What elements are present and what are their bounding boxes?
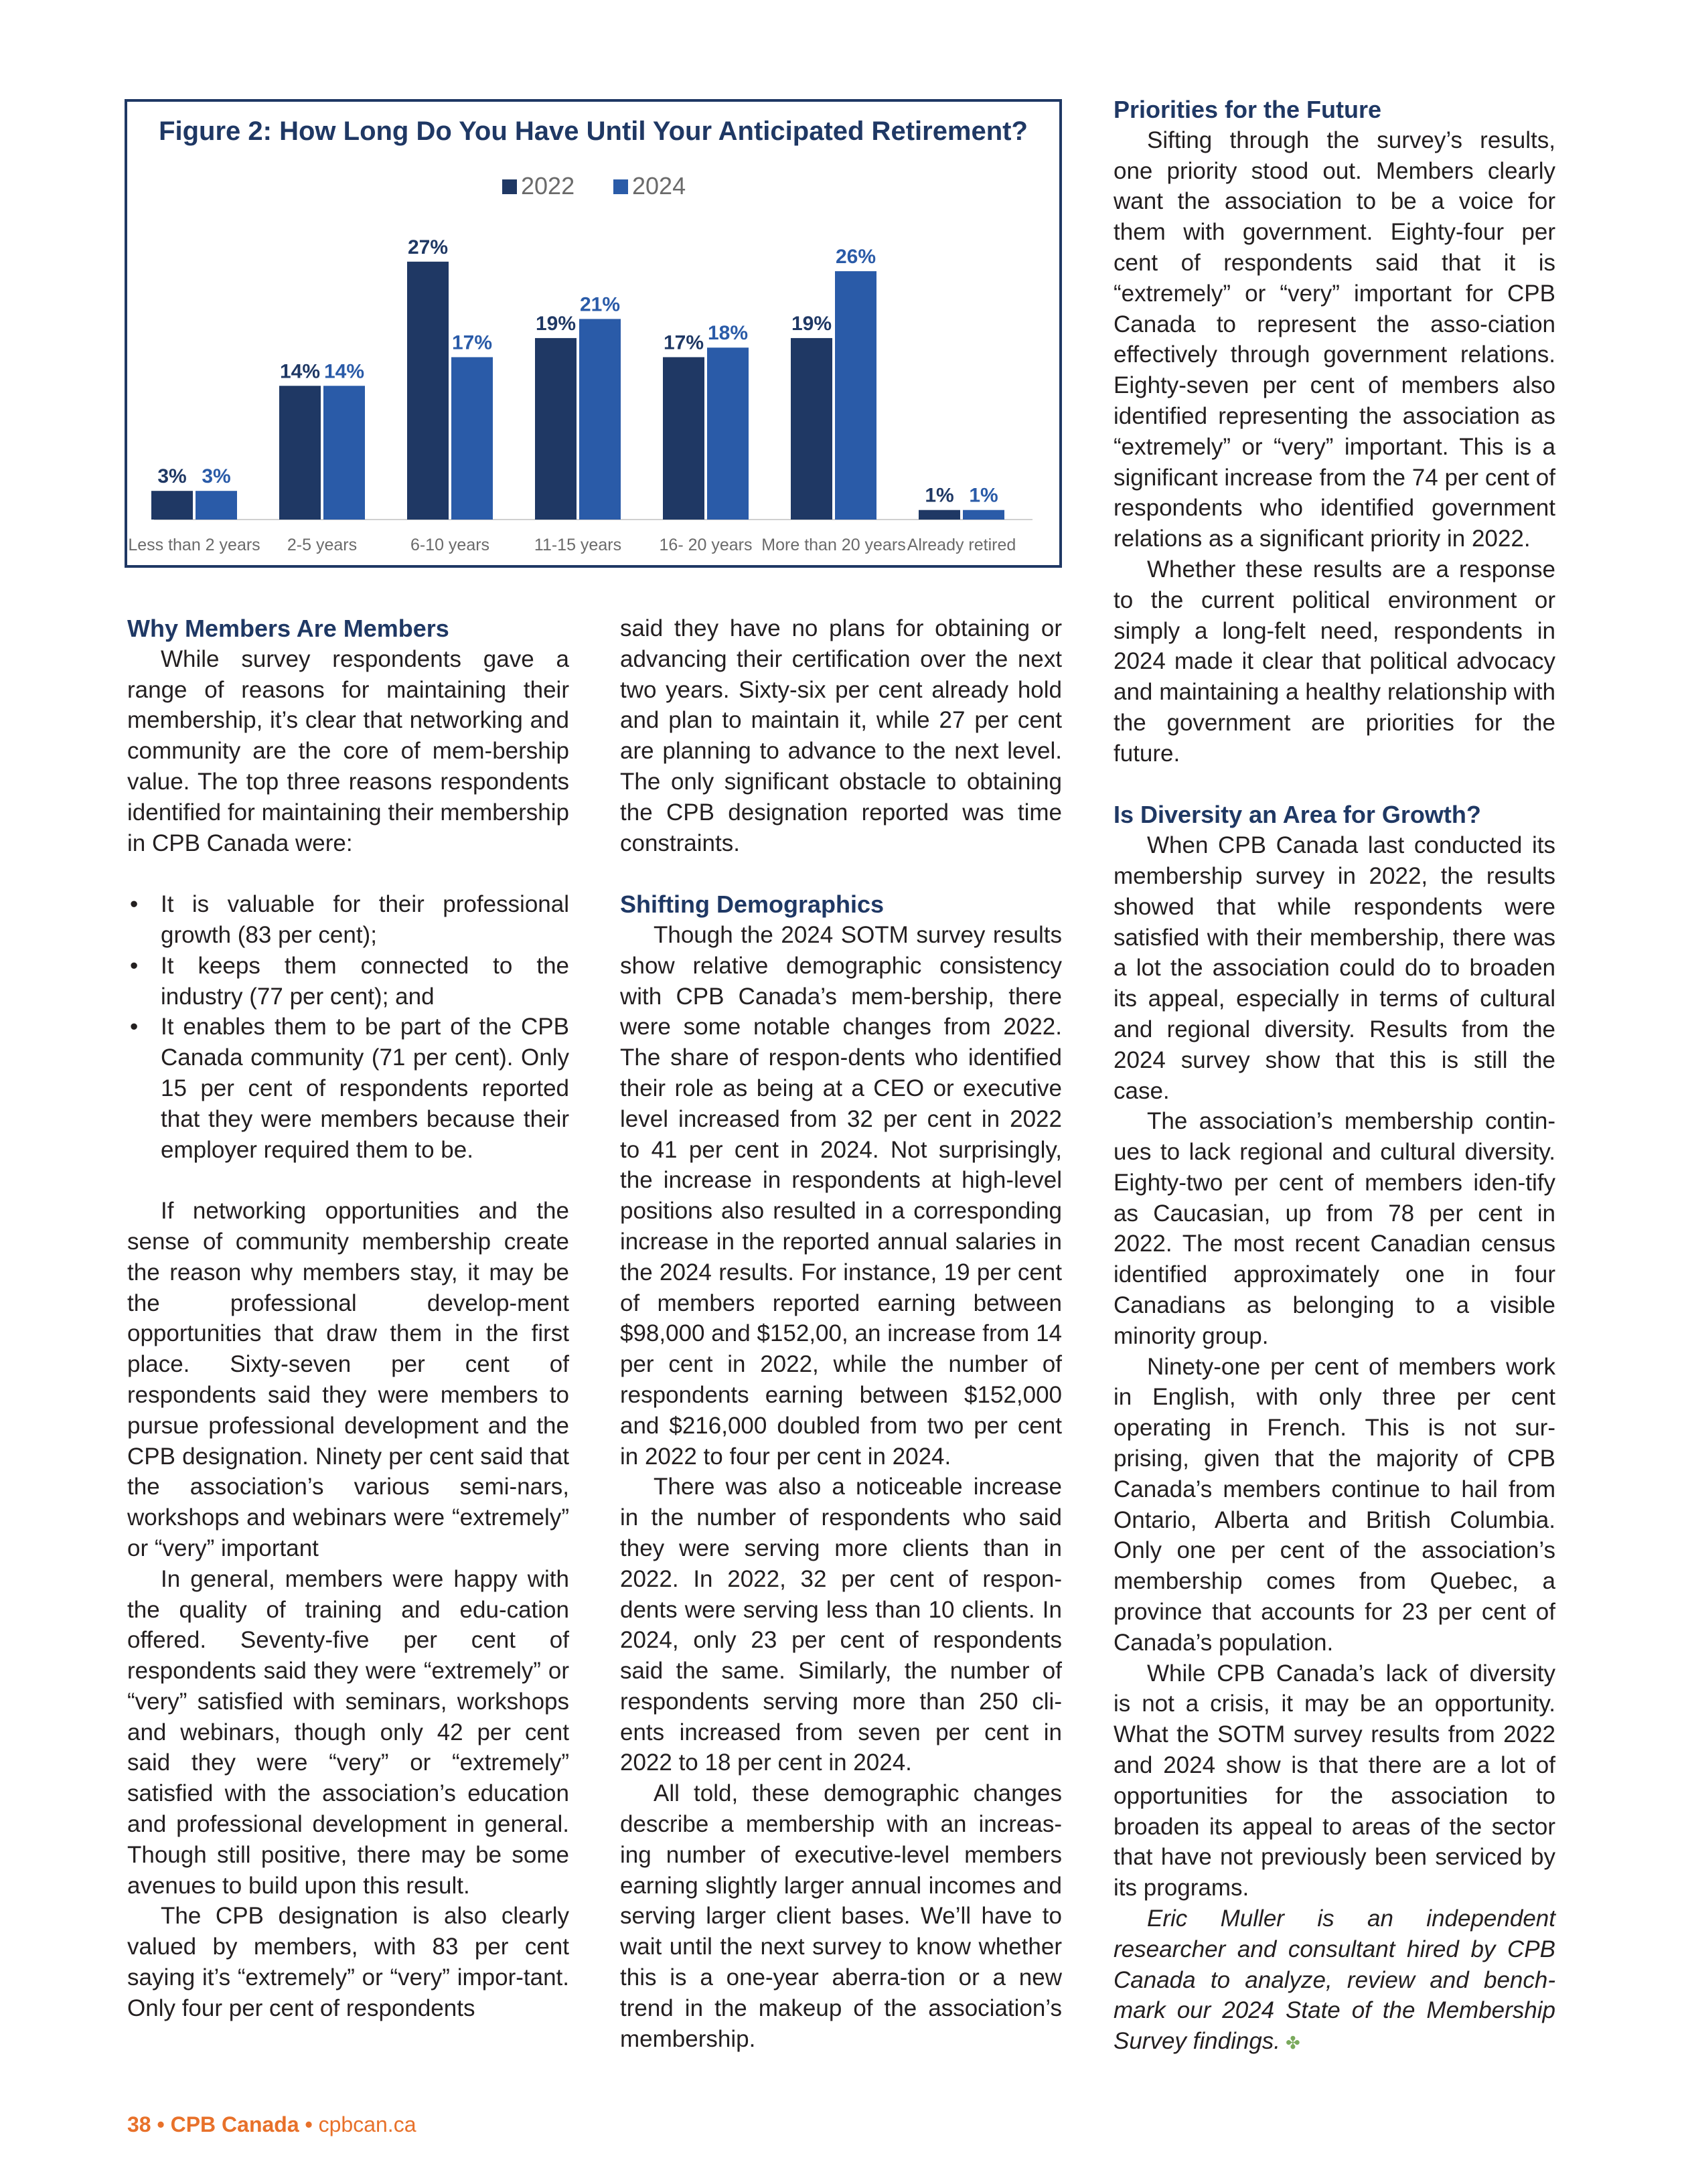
bar-2024-0: [196, 491, 237, 520]
paragraph: While survey respondents gave a range of reasons for maintaining their membership, it’s clear that networking and community are the core of mem-bership value. The top three reasons respondents identified for maintaining their membership in CPB Canada were:: [127, 645, 569, 856]
data-label-2024-0: 3%: [202, 465, 231, 488]
list-item-text: It is valuable for their professional growth (83 per cent);: [161, 891, 569, 948]
section-heading-why-members: Why Members Are Members: [127, 615, 449, 642]
paragraph: Though the 2024 SOTM survey results show relative demographic consistency with CPB Canada’s mem-bership, there were some notable changes from 2022. The share of respon-dents who identified their role as being at a CEO or executive level increased from 32 per cent in 2022 to 41 per cent in 2024. Not surprisingly, the increase in respondents at high-level positions also resulted in a corresponding increase in the reported annual salaries in the 2024 results. For instance, 19 per cent of members reported earning between $98,000 and $152,00, an increase from 14 per cent in 2022, while the number of respondents earning between $152,000 and $216,000 doubled from two per cent in 2022 to four per cent in 2024.: [620, 921, 1062, 1470]
bar-chart: [127, 102, 1059, 565]
data-label-2022-5: 19%: [791, 312, 832, 335]
bar-2024-2: [451, 357, 493, 520]
list-item-text: It enables them to be part of the CPB Canada community (71 per cent). Only 15 per cent of respondents reported that they were members because their employer required them to be.: [161, 1014, 569, 1163]
column-3: [1114, 94, 1555, 2059]
category-label-3: 11-15 years: [534, 536, 622, 554]
bullet-icon: •: [130, 891, 139, 918]
bar-2024-6: [963, 510, 1004, 520]
data-label-2024-5: 26%: [835, 246, 876, 268]
paragraph: said they have no plans for obtaining or advancing their certification over the next two years. Sixty-six per cent already hold and plan to maintain it, while 27 per cent are planning to advance to the next level. The only significant obstacle to obtaining the CPB designation reported was time constraints.: [620, 615, 1062, 856]
figure-2-chart: [125, 99, 1062, 568]
column-2: [620, 613, 1062, 2054]
bar-2024-5: [835, 271, 876, 520]
category-label-5: More than 20 years: [761, 536, 906, 554]
bar-2024-1: [323, 386, 365, 520]
data-label-2022-6: 1%: [925, 484, 954, 507]
maple-leaf-icon: ✤: [1286, 2033, 1300, 2053]
bar-2024-3: [579, 319, 621, 520]
paragraph: The association’s membership contin-ues to lack regional and cultural diversity. Eighty-two per cent of members iden-tify as Caucasian, up from 78 per cent in 2022. The most recent Canadian census identified approximately one in four Canadians as belonging to a visible minority group.: [1114, 1108, 1555, 1349]
section-heading-priorities: Priorities for the Future: [1114, 96, 1382, 123]
bar-2022-3: [535, 338, 577, 520]
footer-separator: •: [305, 2112, 313, 2136]
footer-separator: •: [157, 2112, 165, 2136]
paragraph: If networking opportunities and the sense of community membership create the reason why members stay, it may be the professional develop-ment opportunities that draw them in the first place. Sixty-seven per cent of respondents said they were members to pursue professional development and the CPB designation. Ninety per cent said that the association’s various semi-nars, workshops and webinars were “extremely” or “very” important: [127, 1198, 569, 1561]
data-label-2024-6: 1%: [969, 484, 998, 507]
list-item: [127, 1012, 569, 1165]
bar-2022-5: [791, 338, 832, 520]
section-heading-diversity: Is Diversity an Area for Growth?: [1114, 801, 1481, 829]
reasons-list: [127, 889, 569, 1165]
paragraph: In general, members were happy with the quality of training and edu-cation offered. Seventy-five per cent of respondents said they were “extremely” or “very” satisfied with seminars, workshops and webinars, though only 42 per cent said they were “very” or “extremely” satisfied with the association’s education and professional development in general. Though still positive, there may be some avenues to build upon this result.: [127, 1565, 569, 1899]
category-label-4: 16- 20 years: [659, 536, 753, 554]
section-heading-shifting-demographics: Shifting Demographics: [620, 890, 885, 919]
category-label-0: Less than 2 years: [128, 536, 260, 554]
website-link[interactable]: cpbcan.ca: [318, 2112, 416, 2136]
bar-2022-2: [407, 262, 449, 520]
data-label-2022-0: 3%: [157, 465, 187, 488]
paragraph: Whether these results are a response to the current political environment or simply a long-felt need, respondents in 2024 made it clear that political advocacy and maintaining a healthy relationship with the government are priorities for the future.: [1114, 556, 1555, 767]
data-label-2024-3: 21%: [579, 293, 621, 316]
publication-name: CPB Canada: [170, 2112, 299, 2136]
paragraph: The CPB designation is also clearly valued by members, with 83 per cent saying it’s “extremely” or “very” impor-tant. Only four per cent of respondents: [127, 1903, 569, 2021]
paragraph: Sifting through the survey’s results, one priority stood out. Members clearly want the association to be a voice for them with government. Eighty-four per cent of respondents said that it is “extremely” or “very” important for CPB Canada to represent the asso-ciation effectively through government relations. Eighty-seven per cent of members also identified representing the association as “extremely” or “very” important. This is a significant increase from the 74 per cent of respondents who identified government relations as a significant priority in 2022.: [1114, 127, 1555, 552]
byline-text: Eric Muller is an independent researcher and consultant hired by CPB Canada to analyze, review and bench-mark our 2024 State of the Membership Survey findings.: [1114, 1905, 1555, 2055]
category-label-6: Already retired: [907, 536, 1016, 554]
bar-2024-4: [707, 347, 749, 520]
legend-swatch-2024: [613, 179, 628, 194]
legend-swatch-2022: [502, 179, 517, 194]
paragraph: When CPB Canada last conducted its membership survey in 2022, the results showed that while respondents were satisfied with their membership, there was a lot the association could do to broaden its appeal, especially in terms of cultural and regional diversity. Results from the 2024 survey show that this is still the case.: [1114, 832, 1555, 1104]
column-1: [127, 613, 569, 2024]
bar-2022-6: [919, 510, 960, 520]
list-item-text: It keeps them connected to the industry (77 per cent); and: [161, 952, 569, 1010]
bullet-icon: •: [130, 952, 139, 979]
author-byline: [1114, 1903, 1555, 2059]
data-label-2022-2: 27%: [407, 236, 449, 258]
data-label-2024-4: 18%: [707, 322, 749, 345]
legend-label-2022: 2022: [521, 172, 575, 200]
data-label-2022-3: 19%: [535, 312, 577, 335]
bar-2022-1: [279, 386, 321, 520]
list-item: [127, 951, 569, 1012]
bullet-icon: •: [130, 1014, 139, 1040]
paragraph: All told, these demographic changes describe a membership with an increas-ing number of executive-level members earning slightly larger annual incomes and serving larger client bases. We’ll have to wait until the next survey to know whether this is a one-year aberra-tion or a new trend in the makeup of the association’s membership.: [620, 1780, 1062, 2052]
page-footer: [127, 2112, 416, 2137]
page-number: 38: [127, 2112, 151, 2136]
data-label-2022-1: 14%: [279, 360, 321, 383]
category-label-1: 2-5 years: [287, 536, 358, 554]
paragraph: While CPB Canada’s lack of diversity is not a crisis, it may be an opportunity. What the SOTM survey results from 2022 and 2024 show is that there are a lot of opportunities for the association to broaden its appeal to areas of the sector that have not previously been serviced by its programs.: [1114, 1660, 1555, 1901]
bar-2022-4: [663, 357, 704, 520]
bar-2022-0: [151, 491, 193, 520]
list-item: [127, 889, 569, 951]
data-label-2022-4: 17%: [663, 331, 704, 354]
paragraph: There was also a noticeable increase in the number of respondents who said they were serving more clients than in 2022. In 2022, 32 per cent of respon-dents were serving less than 10 clients. In 2024, only 23 per cent of respondents said the same. Similarly, the number of respondents serving more than 250 cli-ents increased from seven per cent in 2022 to 18 per cent in 2024.: [620, 1474, 1062, 1776]
legend-label-2024: 2024: [632, 172, 686, 200]
category-label-2: 6-10 years: [410, 536, 490, 554]
data-label-2024-1: 14%: [323, 360, 365, 383]
figure-title: Figure 2: How Long Do You Have Until Your Anticipated Retirement?: [159, 116, 1028, 146]
paragraph: Ninety-one per cent of members work in English, with only three per cent operating in French. This is not sur-prising, given that the majority of CPB Canada’s members continue to hail from Ontario, Alberta and British Columbia. Only one per cent of the association’s membership comes from Quebec, a province that accounts for 23 per cent of Canada’s population.: [1114, 1353, 1555, 1656]
data-label-2024-2: 17%: [451, 331, 493, 354]
